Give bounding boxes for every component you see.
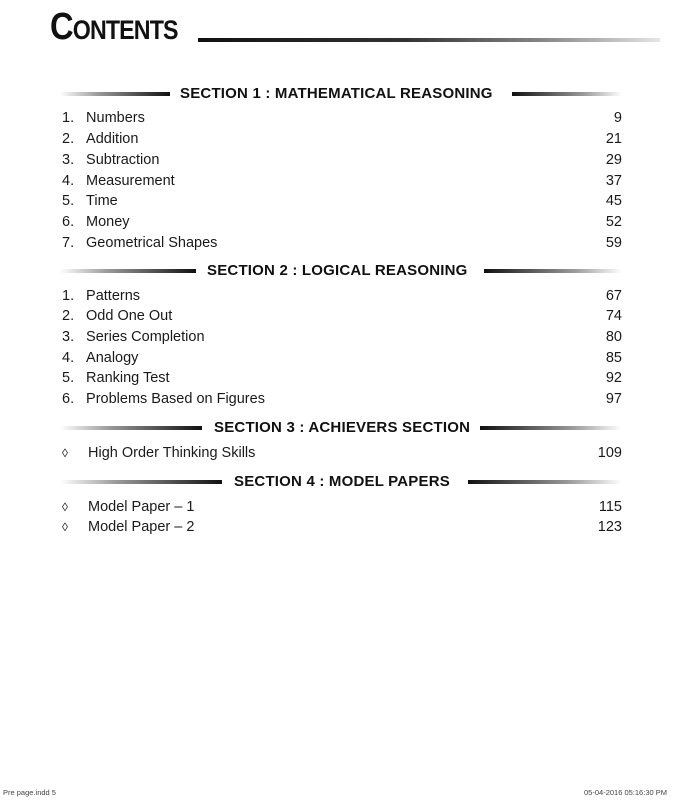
section-1-heading [60, 84, 624, 104]
section-rule-left [60, 426, 202, 430]
toc-entry[interactable] [62, 327, 622, 347]
toc-entry[interactable] [62, 171, 622, 191]
section-2-heading [60, 261, 624, 281]
entry-number: 6. [62, 214, 75, 230]
entry-label: Analogy [86, 350, 139, 366]
page-header [50, 4, 660, 50]
section-rule-right [480, 426, 622, 430]
entry-label: Time [86, 193, 118, 209]
toc-entry[interactable] [62, 443, 622, 463]
entry-number: 1. [62, 288, 75, 304]
entry-number: 2. [62, 131, 75, 147]
section-rule-right [468, 480, 622, 484]
entry-page: 92 [605, 370, 622, 386]
section-rule-right [484, 269, 622, 273]
entry-page: 80 [605, 329, 622, 345]
entry-page: 123 [597, 519, 622, 535]
toc-entry[interactable] [62, 368, 622, 388]
toc-entry[interactable] [62, 348, 622, 368]
toc-entry[interactable] [62, 306, 622, 326]
toc-entry[interactable] [62, 389, 622, 409]
entry-label: Problems Based on Figures [86, 391, 265, 407]
section-title: SECTION 3 : ACHIEVERS SECTION [214, 419, 471, 436]
entry-number: 2. [62, 308, 75, 324]
entry-label: Ranking Test [86, 370, 170, 386]
toc-entry[interactable] [62, 191, 622, 211]
toc-entry[interactable] [62, 233, 622, 253]
diamond-bullet-icon: ◊ [62, 446, 68, 460]
entry-label: Addition [86, 131, 139, 147]
toc-entry[interactable] [62, 497, 622, 517]
entry-page: 85 [605, 350, 622, 366]
entry-label: Measurement [86, 173, 175, 189]
entry-number: 4. [62, 173, 75, 189]
section-title: SECTION 4 : MODEL PAPERS [234, 473, 450, 490]
entry-page: 29 [605, 152, 622, 168]
entry-page: 59 [605, 235, 622, 251]
footer-file-info: Pre page.indd 5 [3, 788, 56, 797]
section-4-heading [60, 472, 624, 492]
entry-page: 52 [605, 214, 622, 230]
entry-label: Geometrical Shapes [86, 235, 218, 251]
section-title: SECTION 2 : LOGICAL REASONING [207, 262, 468, 279]
toc-entry[interactable] [62, 150, 622, 170]
entry-page: 115 [598, 499, 622, 515]
toc-entry[interactable] [62, 129, 622, 149]
entry-label: Model Paper – 2 [88, 519, 195, 535]
entry-page: 45 [605, 193, 622, 209]
entry-page: 37 [605, 173, 622, 189]
entry-number: 4. [62, 350, 75, 366]
entry-page: 97 [605, 391, 622, 407]
page-title: Contents [50, 6, 178, 48]
section-rule-left [60, 269, 196, 273]
footer-datetime: 05-04-2016 05:16:30 PM [584, 788, 667, 797]
entry-number: 5. [62, 193, 75, 209]
entry-label: Money [86, 214, 130, 230]
entry-label: Numbers [86, 110, 145, 126]
diamond-bullet-icon: ◊ [62, 500, 68, 514]
toc-entry[interactable] [62, 212, 622, 232]
toc-entry[interactable] [62, 517, 622, 537]
entry-label: Series Completion [86, 329, 205, 345]
entry-label: Model Paper – 1 [88, 499, 195, 515]
title-underline [198, 38, 660, 42]
section-title: SECTION 1 : MATHEMATICAL REASONING [180, 85, 493, 102]
section-rule-left [60, 480, 222, 484]
section-rule-left [60, 92, 170, 96]
entry-number: 3. [62, 329, 75, 345]
entry-label: Subtraction [86, 152, 160, 168]
toc-entry[interactable] [62, 108, 622, 128]
entry-number: 3. [62, 152, 75, 168]
entry-page: 74 [605, 308, 622, 324]
entry-label: High Order Thinking Skills [88, 445, 256, 461]
entry-page: 109 [597, 445, 622, 461]
entry-label: Patterns [86, 288, 141, 304]
entry-number: 5. [62, 370, 75, 386]
section-rule-right [512, 92, 622, 96]
entry-page: 21 [605, 131, 622, 147]
diamond-bullet-icon: ◊ [62, 520, 68, 534]
entry-label: Odd One Out [86, 308, 173, 324]
section-3-heading [60, 418, 624, 438]
entry-number: 7. [62, 235, 75, 251]
toc-entry[interactable] [62, 286, 622, 306]
entry-number: 1. [62, 110, 75, 126]
entry-page: 67 [605, 288, 622, 304]
entry-number: 6. [62, 391, 75, 407]
entry-page: 9 [613, 110, 622, 126]
